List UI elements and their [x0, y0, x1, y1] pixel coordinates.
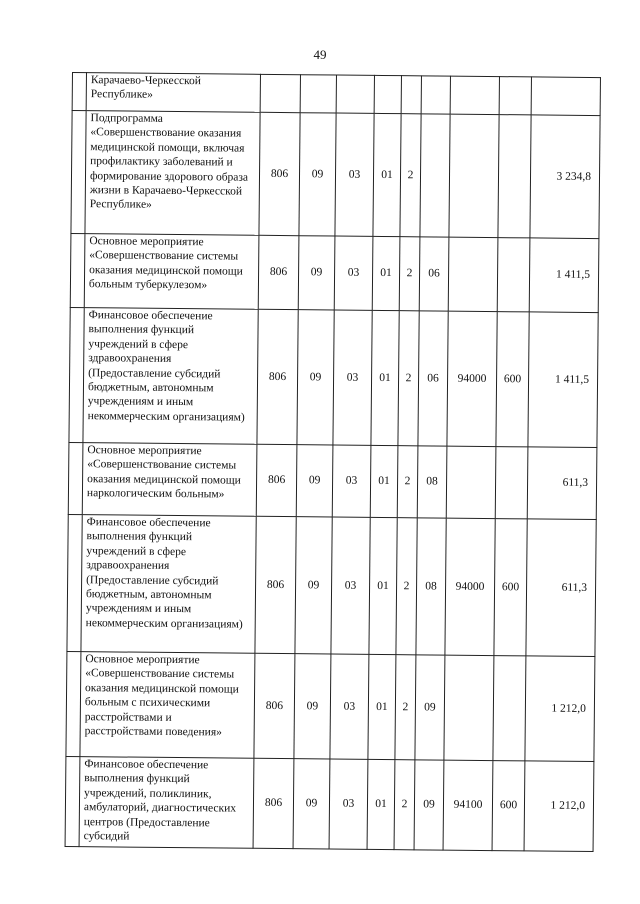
table-body: [65, 73, 600, 852]
program-code: 01: [373, 113, 401, 236]
subprogram-code: 2: [397, 446, 418, 518]
subsection-code: 03: [331, 517, 370, 654]
row-number-cell: [69, 307, 84, 442]
row-number-cell: [72, 73, 86, 111]
direction-code: [444, 655, 494, 760]
ministry-code: 806: [255, 516, 296, 653]
expense-type-code: [498, 115, 531, 238]
subprogram-code: 2: [398, 311, 419, 446]
subsection-code: 03: [332, 445, 371, 517]
amount: 3 234,8: [530, 115, 600, 239]
program-code: 01: [369, 517, 397, 654]
direction-code: 94100: [443, 760, 493, 850]
row-number-cell: [67, 514, 82, 651]
ministry-code: 806: [253, 758, 294, 848]
row-number-cell: [66, 651, 81, 756]
direction-code: [446, 446, 496, 518]
direction-code: 94000: [447, 311, 497, 446]
program-code: 01: [367, 759, 395, 849]
ministry-code: 806: [257, 309, 298, 444]
expense-type-code: 600: [494, 519, 527, 656]
event-code: [421, 76, 450, 114]
section-code: 09: [299, 113, 336, 236]
table-row: [69, 307, 598, 447]
subsection-code: [336, 75, 374, 113]
subsection-code: 03: [335, 113, 374, 236]
amount: 1 212,0: [524, 761, 594, 852]
row-number-cell: [71, 111, 86, 234]
table-row: [67, 514, 596, 656]
table-row: [66, 651, 595, 761]
ministry-code: 806: [258, 235, 299, 309]
row-name: Основное мероприятие «Совершенствование системы оказания медицинской помощи больным туберкулезом»: [84, 234, 259, 310]
subsection-code: 03: [334, 236, 373, 310]
program-code: 01: [370, 445, 398, 517]
amount: 1 411,5: [529, 238, 599, 313]
event-code: 06: [418, 311, 448, 446]
amount: 611,3: [527, 447, 597, 520]
section-code: 09: [295, 517, 332, 654]
row-name: Финансовое обеспечение выполнения функций учреждений в сфере здравоохранения (Предоставление субсидий бюджетным, автономным учреждениям и иным некоммерческим организациям): [83, 308, 258, 445]
amount: 1 212,0: [525, 656, 595, 762]
amount: 1 411,5: [528, 312, 598, 448]
section-code: [300, 75, 336, 113]
direction-code: 94000: [445, 518, 495, 655]
row-name: Подпрограмма «Совершенствование оказания медицинской помощи, включая профилактику заболеваний и формирование здорового образа жизни в Карачаево-Черкесской Республике»: [85, 111, 260, 236]
section-code: 09: [293, 759, 330, 849]
row-number-cell: [70, 233, 85, 307]
ministry-code: 806: [254, 653, 295, 758]
program-code: [374, 75, 401, 113]
subprogram-code: 2: [400, 114, 421, 237]
subprogram-code: 2: [394, 760, 415, 850]
event-code: 08: [417, 446, 447, 518]
event-code: 09: [414, 760, 444, 850]
subsection-code: 03: [333, 310, 372, 445]
subsection-code: 03: [329, 759, 368, 849]
event-code: 08: [416, 518, 446, 655]
row-name: Основное мероприятие «Совершенствование системы оказания медицинской помощи наркологическим больным»: [82, 443, 257, 517]
expense-type-code: 600: [492, 761, 525, 851]
program-code: 01: [368, 654, 396, 759]
subprogram-code: 2: [399, 237, 420, 311]
expense-type-code: [499, 77, 531, 115]
ministry-code: [260, 74, 300, 112]
direction-code: [449, 114, 499, 237]
row-number-cell: [65, 756, 80, 846]
section-code: 09: [294, 654, 331, 759]
amount: 611,3: [526, 519, 596, 657]
budget-table-sheet: [65, 72, 600, 852]
expense-type-code: [495, 447, 528, 519]
row-name: Карачаево-Черкесской Республике»: [86, 73, 260, 113]
budget-table: [65, 72, 601, 852]
row-name: Основное мероприятие «Совершенствование системы оказания медицинской помощи больным с психическими расстройствами и расстройствами поведения»: [80, 652, 255, 759]
page-number: 49: [313, 47, 327, 62]
table-row: [72, 73, 600, 116]
direction-code: [448, 237, 498, 311]
event-code: 06: [419, 237, 449, 311]
program-code: 01: [371, 310, 399, 445]
section-code: 09: [298, 236, 335, 310]
expense-type-code: 600: [496, 312, 529, 447]
expense-type-code: [493, 656, 526, 761]
row-name: Финансовое обеспечение выполнения функций учреждений в сфере здравоохранения (Предоставление субсидий бюджетным, автономным учреждениям и иным некоммерческим организациям): [81, 515, 256, 654]
subprogram-code: 2: [395, 655, 416, 760]
ministry-code: 806: [259, 112, 300, 235]
row-number-cell: [68, 442, 83, 514]
direction-code: [450, 76, 499, 114]
subprogram-code: [401, 76, 421, 114]
subprogram-code: 2: [396, 518, 417, 655]
section-code: 09: [296, 445, 333, 517]
section-code: 09: [297, 310, 334, 445]
table-row: [70, 233, 599, 312]
row-name: Финансовое обеспечение выполнения функций учреждений, поликлиник, амбулаторий, диагностических центров (Предоставление субсидий: [79, 757, 254, 849]
program-code: 01: [372, 236, 400, 310]
table-row: [65, 756, 594, 851]
event-code: 09: [415, 655, 445, 760]
table-row: [68, 442, 597, 519]
event-code: [420, 114, 450, 237]
expense-type-code: [497, 238, 530, 312]
subsection-code: 03: [330, 654, 369, 759]
table-row: [71, 111, 600, 239]
amount: [531, 77, 600, 116]
ministry-code: 806: [256, 444, 297, 516]
